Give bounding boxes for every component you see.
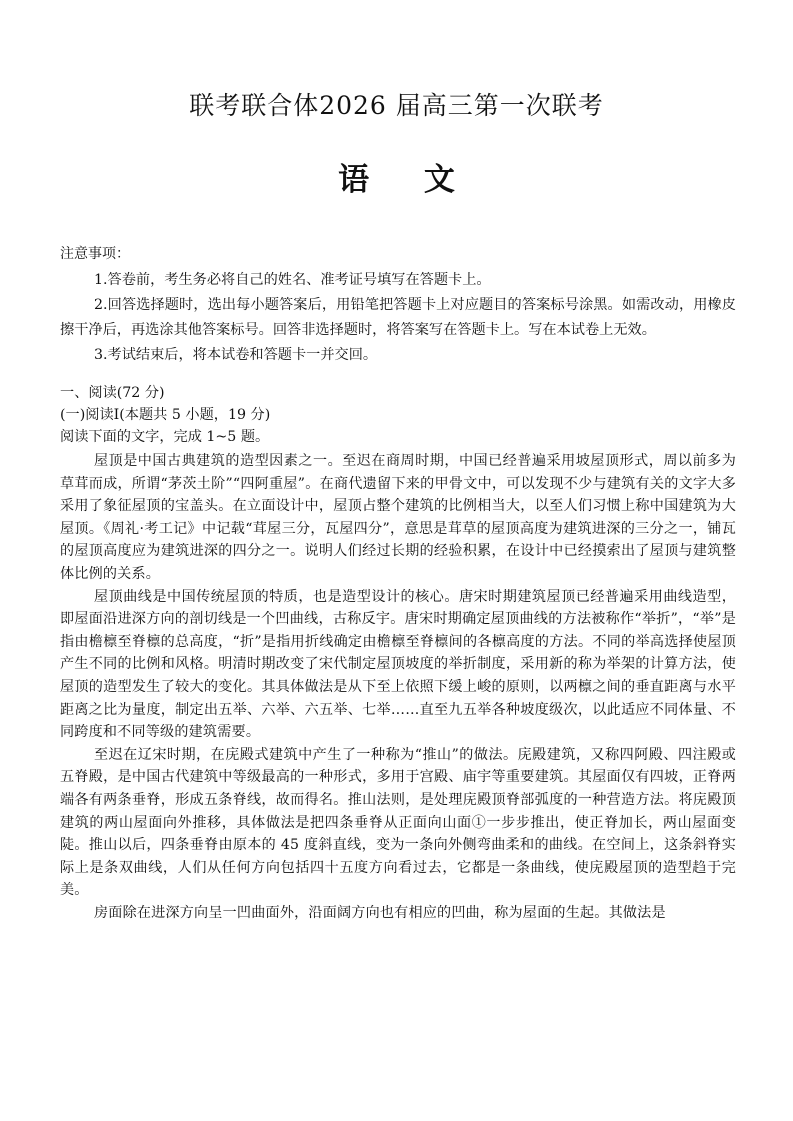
notice-list [60,268,736,368]
passage-paragraph: 房面除在进深方向呈一凹曲面外，沿面阔方向也有相应的凹曲，称为屋面的生起。其做法是 [94,904,666,921]
section-subheading: (一)阅读Ⅰ(本题共 5 小题，19 分) [60,407,271,423]
section-instruction: 阅读下面的文字，完成 1~5 题。 [60,429,270,445]
notice-label: 注意事项： [60,246,130,262]
passage-paragraph: 至迟在辽宋时期，在庑殿式建筑中产生了一种称为“推山”的做法。庑殿建筑，又称四阿殿、四注殿或五脊殿，是中国古代建筑中等级最高的一种形式，多用于宫殿、庙宇等重要建筑。其屋面仅有四坡，正脊两端各有两条垂脊，形成五条脊线，故而得名。推山法则，是处理庑殿顶脊部弧度的一种营造方法。将庑殿顶建筑的两山屋面向外推移，具体做法是把四条垂脊从正面向山面①一步步推出，使正脊加长，两山屋面变陡。推山以后，四条垂脊由原本的 45 度斜直线，变为一条向外侧弯曲柔和的曲线。在空间上，这条斜脊实际上是条双曲线，人们从任何方向包括四十五度方向看过去，它都是一条曲线，使庑殿屋顶的造型趋于完美。 [60,746,736,899]
notice-item: 3.考试结束后，将本试卷和答题卡一并交回。 [94,347,378,363]
reading-passage [60,450,736,924]
section-heading: 一、阅读(72 分) [60,385,165,401]
passage-paragraph: 屋顶是中国古典建筑的造型因素之一。至迟在商周时期，中国已经普遍采用坡屋顶形式，周以前多为草茸而成，所谓“茅茨土阶”“四阿重屋”。在商代遗留下来的甲骨文中，可以发现不少与建筑有关的文字大多采用了象征屋顶的宝盖头。在立面设计中，屋顶占整个建筑的比例相当大，以至人们习惯上称中国建筑为大屋顶。《周礼·考工记》中记载“茸屋三分，瓦屋四分”，意思是茸草的屋顶高度为建筑进深的三分之一，铺瓦的屋顶高度应为建筑进深的四分之一。说明人们经过长期的经验积累，在设计中已经摸索出了屋顶与建筑整体比例的关系。 [60,453,736,582]
passage-paragraph: 屋顶曲线是中国传统屋顶的特质，也是造型设计的核心。唐宋时期建筑屋顶已经普遍采用曲线造型，即屋面沿进深方向的剖切线是一个凹曲线，古称反宇。唐宋时期确定屋顶曲线的方法被称作“举折”，“举”是指由檐檩至脊檩的总高度，“折”是指用折线确定由檐檩至脊檩间的各檩高度的方法。不同的举高选择使屋顶产生不同的比例和风格。明清时期改变了宋代制定屋顶坡度的举折制度，采用新的称为举架的计算方法，使屋顶的造型发生了较大的变化。其具体做法是从下至上依照下缓上峻的原则，以两檩之间的垂直距离与水平距离之比为量度，制定出五举、六举、六五举、七举……直至九五举各种坡度级次，以此适应不同体量、不同跨度和不同等级的建筑需要。 [60,588,736,741]
exam-title: 联考联合体2026 届高三第一次联考 [189,91,604,120]
subject-title: 语 文 [338,162,477,198]
exam-body [60,243,736,924]
notice-item: 2.回答选择题时，选出每小题答案后，用铅笔把答题卡上对应题目的答案标号涂黑。如需改动，用橡皮擦干净后，再选涂其他答案标号。回答非选择题时，将答案写在答题卡上。写在本试卷上无效。 [60,297,736,338]
notice-item: 1.答卷前，考生务必将自己的姓名、准考证号填写在答题卡上。 [94,272,491,288]
